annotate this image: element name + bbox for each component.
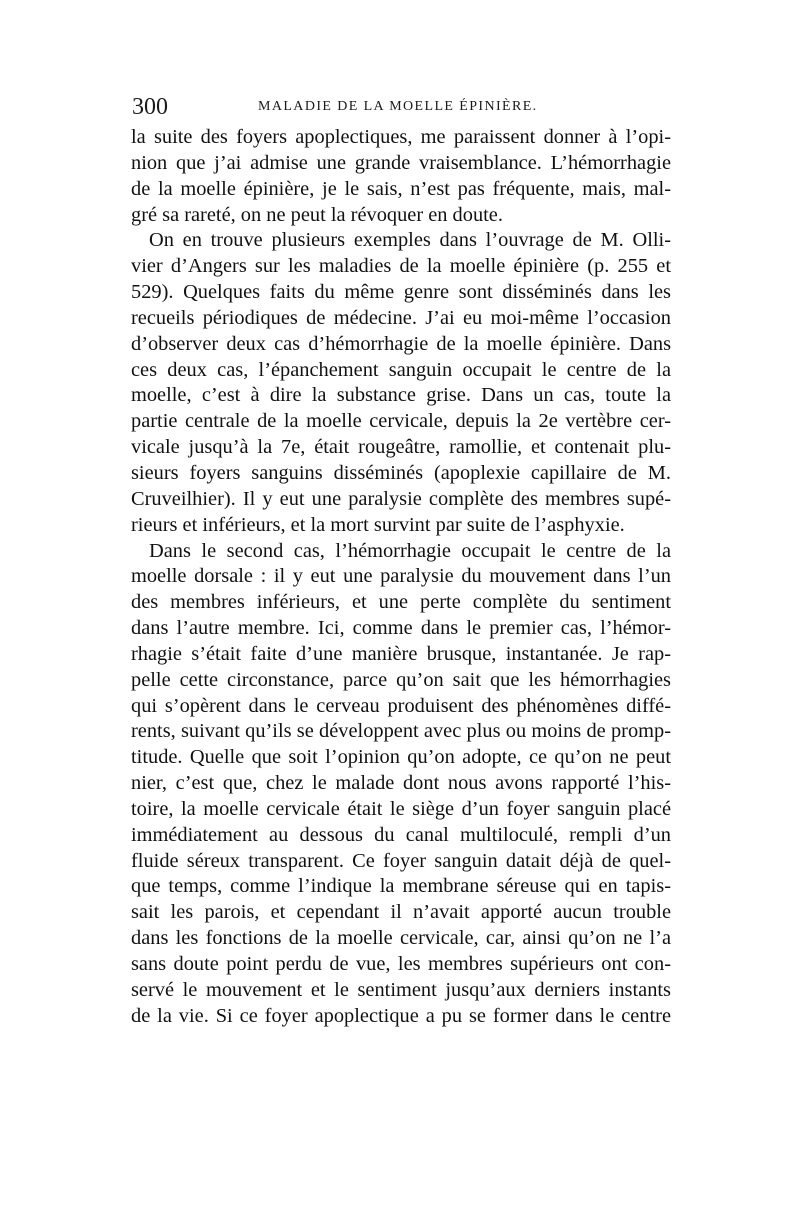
- text-line: nier, c’est que, chez le malade dont nous avons rapporté l’his-: [131, 772, 671, 795]
- text-line: rents, suivant qu’ils se développent avec plus ou moins de promp-: [131, 720, 671, 743]
- text-line: des membres inférieurs, et une perte complète du sentiment: [131, 591, 671, 614]
- text-line: d’observer deux cas d’hémorrhagie de la moelle épinière. Dans: [131, 332, 671, 355]
- text-line: sait les parois, et cependant il n’avait apporté aucun trouble: [131, 901, 671, 924]
- text-line: dans l’autre membre. Ici, comme dans le premier cas, l’hémor-: [131, 617, 671, 640]
- text-line: vicale jusqu’à la 7e, était rougeâtre, ramollie, et contenait plu-: [131, 436, 671, 459]
- text-line: moelle dorsale : il y eut une paralysie du mouvement dans l’un: [131, 565, 671, 588]
- text-line: Dans le second cas, l’hémorrhagie occupait le centre de la: [149, 539, 671, 562]
- body-text: [131, 125, 671, 1030]
- running-title: MALADIE DE LA MOELLE ÉPINIÈRE.: [258, 99, 538, 114]
- text-line: recueils périodiques de médecine. J’ai eu moi-même l’occasion: [131, 306, 671, 329]
- text-line: sans doute point perdu de vue, les membres supérieurs ont con-: [131, 953, 671, 975]
- text-line: de la vie. Si ce foyer apoplectique a pu se former dans le centre: [131, 1004, 671, 1027]
- text-line: pelle cette circonstance, parce qu’on sait que les hémorrhagies: [131, 668, 671, 691]
- text-line: toire, la moelle cervicale était le siège d’un foyer sanguin placé: [131, 797, 671, 820]
- text-line: que temps, comme l’indique la membrane séreuse qui en tapis-: [131, 875, 671, 898]
- text-line: ces deux cas, l’épanchement sanguin occupait le centre de la: [131, 358, 671, 381]
- text-line: fluide séreux transparent. Ce foyer sanguin datait déjà de quel-: [131, 849, 671, 872]
- text-line: partie centrale de la moelle cervicale, depuis la 2e vertèbre cer-: [131, 410, 671, 433]
- text-line: nion que j’ai admise une grande vraisemblance. L’hémorrhagie: [131, 151, 671, 174]
- page-header: [132, 92, 672, 122]
- text-line: servé le mouvement et le sentiment jusqu’aux derniers instants: [131, 978, 671, 1001]
- text-line: gré sa rareté, on ne peut la révoquer en doute.: [131, 203, 503, 226]
- text-line: rhagie s’était faite d’une manière brusque, instantanée. Je rap-: [131, 642, 671, 665]
- text-line: immédiatement au dessous du canal multiloculé, rempli d’un: [131, 823, 671, 846]
- text-line: rieurs et inférieurs, et la mort survint par suite de l’asphyxie.: [131, 513, 625, 536]
- text-line: titude. Quelle que soit l’opinion qu’on adopte, ce qu’on ne peut: [131, 746, 671, 769]
- text-line: dans les fonctions de la moelle cervicale, car, ainsi qu’on ne l’a: [131, 927, 671, 950]
- text-line: vier d’Angers sur les maladies de la moelle épinière (p. 255 et: [131, 255, 671, 278]
- text-line: Cruveilhier). Il y eut une paralysie complète des membres supé-: [131, 487, 671, 510]
- page-number: 300: [132, 94, 168, 120]
- text-line: 529). Quelques faits du même genre sont disséminés dans les: [131, 281, 671, 304]
- text-line: la suite des foyers apoplectiques, me paraissent donner à l’opi-: [131, 126, 671, 148]
- text-line: qui s’opèrent dans le cerveau produisent des phénomènes diffé-: [131, 694, 671, 717]
- text-line: On en trouve plusieurs exemples dans l’ouvrage de M. Olli-: [149, 229, 671, 252]
- text-line: sieurs foyers sanguins disséminés (apoplexie capillaire de M.: [131, 461, 671, 484]
- text-line: de la moelle épinière, je le sais, n’est pas fréquente, mais, mal-: [131, 177, 671, 200]
- text-line: moelle, c’est à dire la substance grise. Dans un cas, toute la: [131, 384, 671, 407]
